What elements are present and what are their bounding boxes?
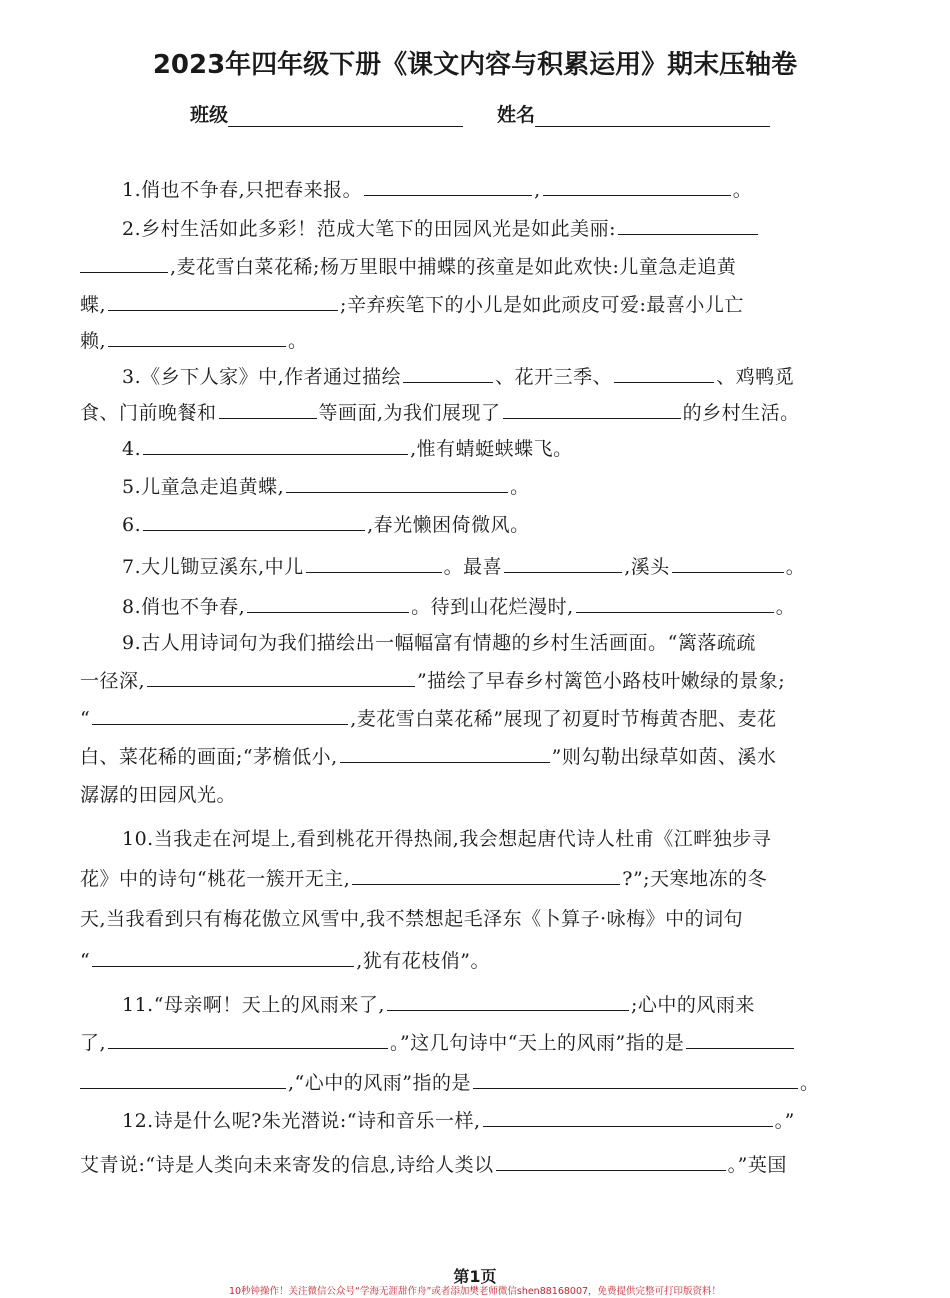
q12-text: 12.诗是什么呢?朱光潜说:“诗和音乐一样, <box>122 1110 481 1132</box>
q4-text: 4. <box>122 438 142 460</box>
answer-blank[interactable] <box>108 1030 388 1049</box>
q12-end: 。” <box>774 1110 795 1132</box>
question-9-line-4 <box>80 742 776 769</box>
question-2-line-3 <box>80 290 744 317</box>
q11-text-3: 了, <box>80 1032 107 1054</box>
answer-blank[interactable] <box>108 328 286 347</box>
question-12-line-2 <box>80 1150 787 1177</box>
q3-text-3: 、鸡鸭觅 <box>716 366 795 388</box>
question-1 <box>122 175 752 202</box>
q9-text-6: ”则勾勒出绿草如茵、溪水 <box>551 746 777 768</box>
q8-end: 。 <box>775 596 796 618</box>
answer-blank[interactable] <box>80 1070 286 1089</box>
class-label: 班级 <box>190 104 229 126</box>
q2-end: 。 <box>288 330 308 352</box>
question-12 <box>122 1106 795 1133</box>
question-2-line-2 <box>80 252 736 279</box>
q7-end: 。 <box>785 556 806 578</box>
q7-text-3: ,溪头 <box>624 556 670 578</box>
q8-text: 8.俏也不争春, <box>122 596 246 618</box>
answer-blank[interactable] <box>247 594 409 613</box>
q11-text: 11.“母亲啊！天上的风雨来了, <box>122 994 385 1016</box>
name-field <box>497 100 770 127</box>
answer-blank[interactable] <box>352 866 620 885</box>
question-9-line-2 <box>80 666 785 693</box>
question-6 <box>122 510 530 537</box>
question-9 <box>122 628 756 655</box>
q5-end: 。 <box>510 476 530 498</box>
q9-text-7: 潺潺的田园风光。 <box>80 784 237 806</box>
q3-text-5: 等画面,为我们展现了 <box>318 402 501 424</box>
answer-blank[interactable] <box>473 1070 798 1089</box>
q3-text-4: 食、门前晚餐和 <box>80 402 217 424</box>
answer-blank[interactable] <box>503 400 681 419</box>
q11-end: 。 <box>799 1072 820 1094</box>
answer-blank[interactable] <box>686 1030 794 1049</box>
answer-blank[interactable] <box>364 177 532 196</box>
answer-blank[interactable] <box>143 436 408 455</box>
q9-text-2: 一径深, <box>80 670 146 692</box>
q10-text-4: 天,当我看到只有梅花傲立风雪中,我不禁想起毛泽东《卜算子·咏梅》中的词句 <box>80 908 744 930</box>
question-10-line-3 <box>80 904 743 931</box>
q6-text: 6. <box>122 514 142 536</box>
class-field <box>190 100 463 127</box>
q2-text-5: 赖, <box>80 330 107 352</box>
q10-text-5: ,犹有花枝俏”。 <box>356 950 490 972</box>
answer-blank[interactable] <box>496 1152 726 1171</box>
question-11-line-2 <box>80 1028 796 1055</box>
q10-quote: “ <box>80 950 91 972</box>
answer-blank[interactable] <box>219 400 317 419</box>
q5-text: 5.儿童急走追黄蝶, <box>122 476 285 498</box>
q1-text: 1.俏也不争春,只把春来报。 <box>122 179 363 201</box>
answer-blank[interactable] <box>147 668 415 687</box>
q1-end: 。 <box>732 179 753 201</box>
question-2 <box>122 214 760 241</box>
q7-text: 7.大儿锄豆溪东,中儿 <box>122 556 304 578</box>
answer-blank[interactable] <box>672 554 784 573</box>
answer-blank[interactable] <box>576 594 774 613</box>
answer-blank[interactable] <box>387 992 629 1011</box>
answer-blank[interactable] <box>143 512 365 531</box>
q2-text-4: ;辛弃疾笔下的小儿是如此顽皮可爱:最喜小儿亡 <box>340 294 744 316</box>
page-number: 第1页 <box>453 1267 497 1286</box>
q1-comma: , <box>534 179 541 201</box>
name-blank[interactable] <box>535 106 770 127</box>
answer-blank[interactable] <box>286 474 508 493</box>
q11-text-5: ,“心中的风雨”指的是 <box>288 1072 471 1094</box>
answer-blank[interactable] <box>108 292 338 311</box>
answer-blank[interactable] <box>618 216 758 235</box>
q12-text-3: 。”英国 <box>727 1154 787 1176</box>
q2-text-2: ,麦花雪白菜花稀;杨万里眼中捕蝶的孩童是如此欢快:儿童急走追黄 <box>170 256 737 278</box>
q9-text-5: 白、菜花稀的画面;“茅檐低小, <box>80 746 338 768</box>
q7-text-2: 。最喜 <box>443 556 503 578</box>
question-10-line-4 <box>80 946 490 973</box>
q4-text-2: ,惟有蜻蜓蛱蝶飞。 <box>410 438 573 460</box>
question-2-line-4 <box>80 326 308 353</box>
q12-text-2: 艾青说:“诗是人类向未来寄发的信息,诗给人类以 <box>80 1154 494 1176</box>
answer-blank[interactable] <box>340 744 550 763</box>
answer-blank[interactable] <box>403 364 493 383</box>
q10-text-2: 花》中的诗句“桃花一簇开无主, <box>80 868 351 890</box>
question-11 <box>122 990 755 1017</box>
name-label: 姓名 <box>497 104 536 126</box>
answer-blank[interactable] <box>92 706 348 725</box>
q3-text: 3.《乡下人家》中,作者通过描绘 <box>122 366 402 388</box>
q2-text-3: 蝶, <box>80 294 107 316</box>
question-8 <box>122 592 795 619</box>
q9-text-3: ”描绘了早春乡村篱笆小路枝叶嫩绿的景象; <box>417 670 786 692</box>
q2-text: 2.乡村生活如此多彩！范成大笔下的田园风光是如此美丽: <box>122 218 617 240</box>
class-blank[interactable] <box>228 106 463 127</box>
q11-text-2: ;心中的风雨来 <box>630 994 755 1016</box>
question-3 <box>122 362 794 389</box>
question-3-line-2 <box>80 398 800 425</box>
q8-text-2: 。待到山花烂漫时, <box>411 596 574 618</box>
answer-blank[interactable] <box>543 177 731 196</box>
question-11-line-3 <box>80 1068 819 1095</box>
q10-text-3: ?”;天寒地冻的冬 <box>622 868 768 890</box>
question-10 <box>122 824 771 851</box>
answer-blank[interactable] <box>504 554 622 573</box>
answer-blank[interactable] <box>92 948 354 967</box>
promo-banner: 10秒钟操作！关注微信公众号“学海无涯甜作舟”或者添加樊老师微信shen88168007，免费提供完整可打印版资料！ <box>228 1286 722 1297</box>
q11-text-4: 。”这几句诗中“天上的风雨”指的是 <box>390 1032 685 1054</box>
question-4 <box>122 434 573 461</box>
q9-text: 9.古人用诗词句为我们描绘出一幅幅富有情趣的乡村生活画面。“篱落疏疏 <box>122 632 756 654</box>
question-5 <box>122 472 530 499</box>
answer-blank[interactable] <box>306 554 442 573</box>
answer-blank[interactable] <box>483 1108 773 1127</box>
q10-text: 10.当我走在河堤上,看到桃花开得热闹,我会想起唐代诗人杜甫《江畔独步寻 <box>122 828 772 850</box>
q6-text-2: ,春光懒困倚微风。 <box>367 514 530 536</box>
q9-text-4: ,麦花雪白菜花稀”展现了初夏时节梅黄杏肥、麦花 <box>350 708 777 730</box>
question-9-line-5 <box>80 780 236 807</box>
q3-text-6: 的乡村生活。 <box>682 402 800 424</box>
answer-blank[interactable] <box>80 254 168 273</box>
answer-blank[interactable] <box>614 364 714 383</box>
question-10-line-2 <box>80 864 767 891</box>
q3-text-2: 、花开三季、 <box>495 366 613 388</box>
question-7 <box>122 552 805 579</box>
q9-quote: “ <box>80 708 91 730</box>
page-title: 2023年四年级下册《课文内容与积累运用》期末压轴卷 <box>152 50 798 80</box>
question-9-line-3 <box>80 704 776 731</box>
